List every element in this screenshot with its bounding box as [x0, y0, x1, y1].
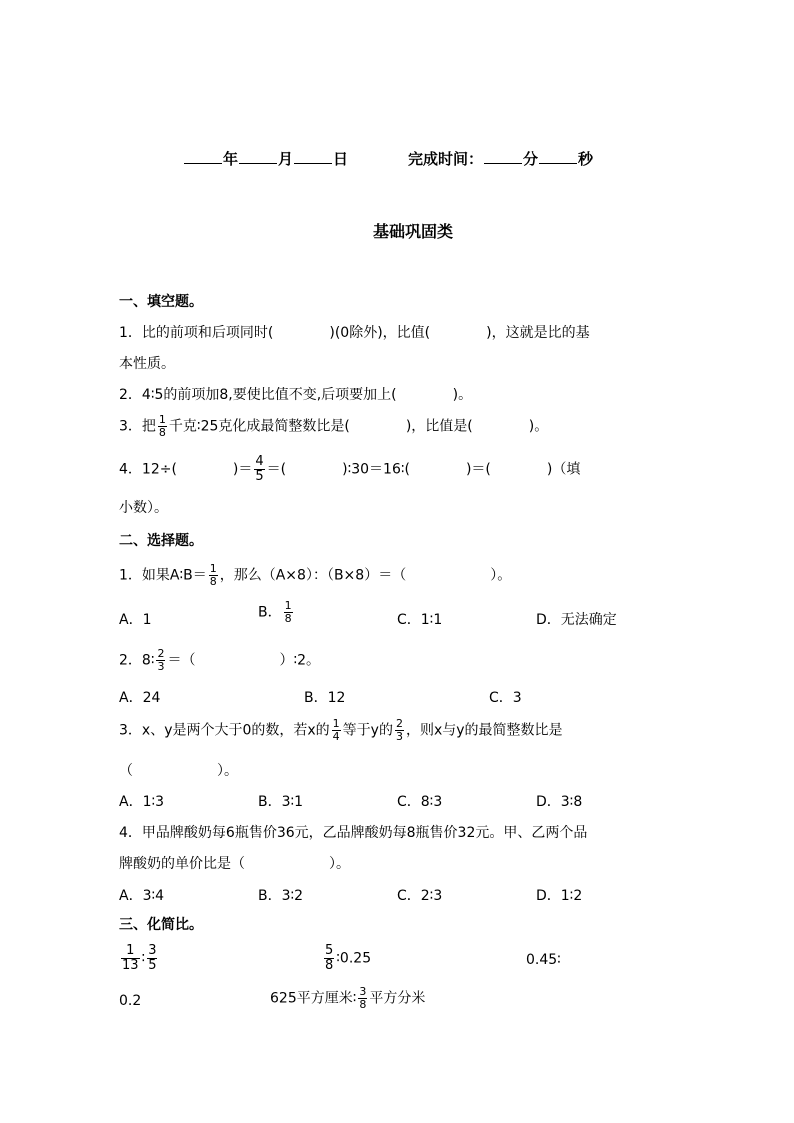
minute-blank[interactable] [484, 149, 522, 164]
s2-q1-option-d[interactable]: D．无法确定 [536, 612, 617, 628]
s2-q3-text-a: 3．x、y是两个大于0的数，若x的 [119, 722, 330, 739]
s2-q3-fraction2: $\frac{2}{3}$ [395, 717, 403, 743]
s2-q3-option-d[interactable]: D．3∶8 [536, 794, 583, 810]
year-blank[interactable] [184, 149, 222, 164]
s1-q4-text-b: ＝( )∶30＝16∶( )＝( )（填 [266, 461, 581, 478]
s2-q1-option-b-label: B． [258, 604, 282, 621]
s2-q3-option-c[interactable]: C．8∶3 [397, 794, 443, 810]
year-label: 年 [223, 150, 239, 168]
time-label: 完成时间： [408, 150, 484, 168]
section3-heading: 三、化简比。 [119, 917, 203, 933]
s2-q4-line2: 牌酸奶的单价比是（ ）。 [119, 856, 350, 872]
s2-q3-option-b[interactable]: B．3∶1 [258, 794, 304, 810]
s1-q4-line2: 小数）。 [119, 500, 168, 516]
s3-item4-text-a: 625平方厘米∶ [270, 990, 357, 1007]
s2-q1-option-b-fraction: $\frac{1}{8}$ [284, 599, 292, 625]
s2-q4-option-a[interactable]: A．3∶4 [119, 888, 165, 904]
date-header [183, 148, 348, 169]
month-blank[interactable] [239, 149, 277, 164]
s2-q4-line1: 4．甲品牌酸奶每6瓶售价36元，乙品牌酸奶每8瓶售价32元。甲、乙两个品 [119, 825, 588, 841]
s1-q4-fraction: $\frac{4}{5}$ [255, 454, 264, 484]
s1-q1-line1: 1．比的前项和后项同时( )(0除外)，比值( )，这就是比的基 [119, 325, 590, 341]
s2-q4-option-b[interactable]: B．3∶2 [258, 888, 304, 904]
day-label: 日 [333, 150, 349, 168]
section2-heading: 二、选择题。 [119, 533, 203, 549]
s2-q4-option-c[interactable]: C．2∶3 [397, 888, 443, 904]
s1-q3-text-b: 千克∶25克化成最简整数比是( )，比值是( )。 [168, 418, 549, 435]
minute-label: 分 [523, 150, 539, 168]
s3-item4 [270, 986, 425, 1011]
s1-q2: 2．4∶5的前项加8,要使比值不变,后项要加上( )。 [119, 387, 473, 403]
s2-q1-text-a: 1．如果A∶B＝ [119, 567, 207, 584]
s2-q1-option-b[interactable] [258, 600, 295, 625]
s3-item1-sep: ∶ [141, 950, 146, 967]
s1-q3-fraction: $\frac{1}{8}$ [158, 413, 166, 439]
month-label: 月 [278, 150, 294, 168]
s2-q3-text-c: ，则x与y的最简整数比是 [405, 722, 563, 739]
s2-q3-fraction1: $\frac{1}{4}$ [332, 717, 340, 743]
second-blank[interactable] [539, 149, 577, 164]
day-blank[interactable] [294, 149, 332, 164]
s3-item4-fraction: $\frac{3}{8}$ [359, 985, 367, 1011]
s1-q4-text-a: 4．12÷( )＝ [119, 461, 253, 478]
s2-q3-text-b: 等于y的 [342, 722, 393, 739]
s3-item1-fraction2: $\frac{3}{5}$ [148, 943, 157, 973]
second-label: 秒 [578, 150, 594, 168]
s2-q4-option-d[interactable]: D．1∶2 [536, 888, 583, 904]
s2-q2-option-a[interactable]: A．24 [119, 690, 161, 706]
s2-q2-option-b[interactable]: B．12 [304, 690, 346, 706]
s1-q4 [119, 455, 580, 484]
s3-item2-rest: ∶0.25 [336, 950, 372, 967]
s2-q2-text-a: 2．8∶ [119, 652, 155, 669]
section1-heading: 一、填空题。 [119, 294, 203, 310]
s3-item3-cont: 0.2 [119, 993, 142, 1009]
s3-item1 [119, 944, 159, 973]
s2-q3-option-a[interactable]: A．1∶3 [119, 794, 165, 810]
s2-q2-option-c[interactable]: C．3 [489, 690, 522, 706]
s2-q3-line2: （ ）。 [119, 763, 238, 779]
s3-item3: 0.45∶ [526, 952, 561, 968]
s3-item2-fraction: $\frac{5}{8}$ [325, 943, 334, 973]
s3-item2 [322, 944, 371, 973]
page-title: 基础巩固类 [373, 222, 454, 241]
s2-q3 [119, 718, 563, 743]
time-header [408, 148, 593, 169]
s2-q2 [119, 648, 320, 673]
s2-q1-text-b: ，那么（A×8）：（B×8）＝（ ）。 [219, 567, 512, 584]
s3-item4-text-b: 平方分米 [369, 990, 426, 1007]
s1-q3-text-a: 3．把 [119, 418, 156, 435]
s2-q1-option-c[interactable]: C．1∶1 [397, 612, 443, 628]
s3-item1-fraction1: $\frac{1}{13}$ [122, 943, 139, 973]
s1-q3 [119, 414, 548, 439]
s1-q1-line2: 本性质。 [119, 356, 175, 372]
s2-q1-option-a[interactable]: A．1 [119, 612, 152, 628]
s2-q2-fraction: $\frac{2}{3}$ [157, 647, 165, 673]
s2-q2-text-b: ＝（ ）∶2。 [167, 652, 321, 669]
s2-q1 [119, 563, 511, 588]
s2-q1-fraction: $\frac{1}{8}$ [209, 562, 217, 588]
